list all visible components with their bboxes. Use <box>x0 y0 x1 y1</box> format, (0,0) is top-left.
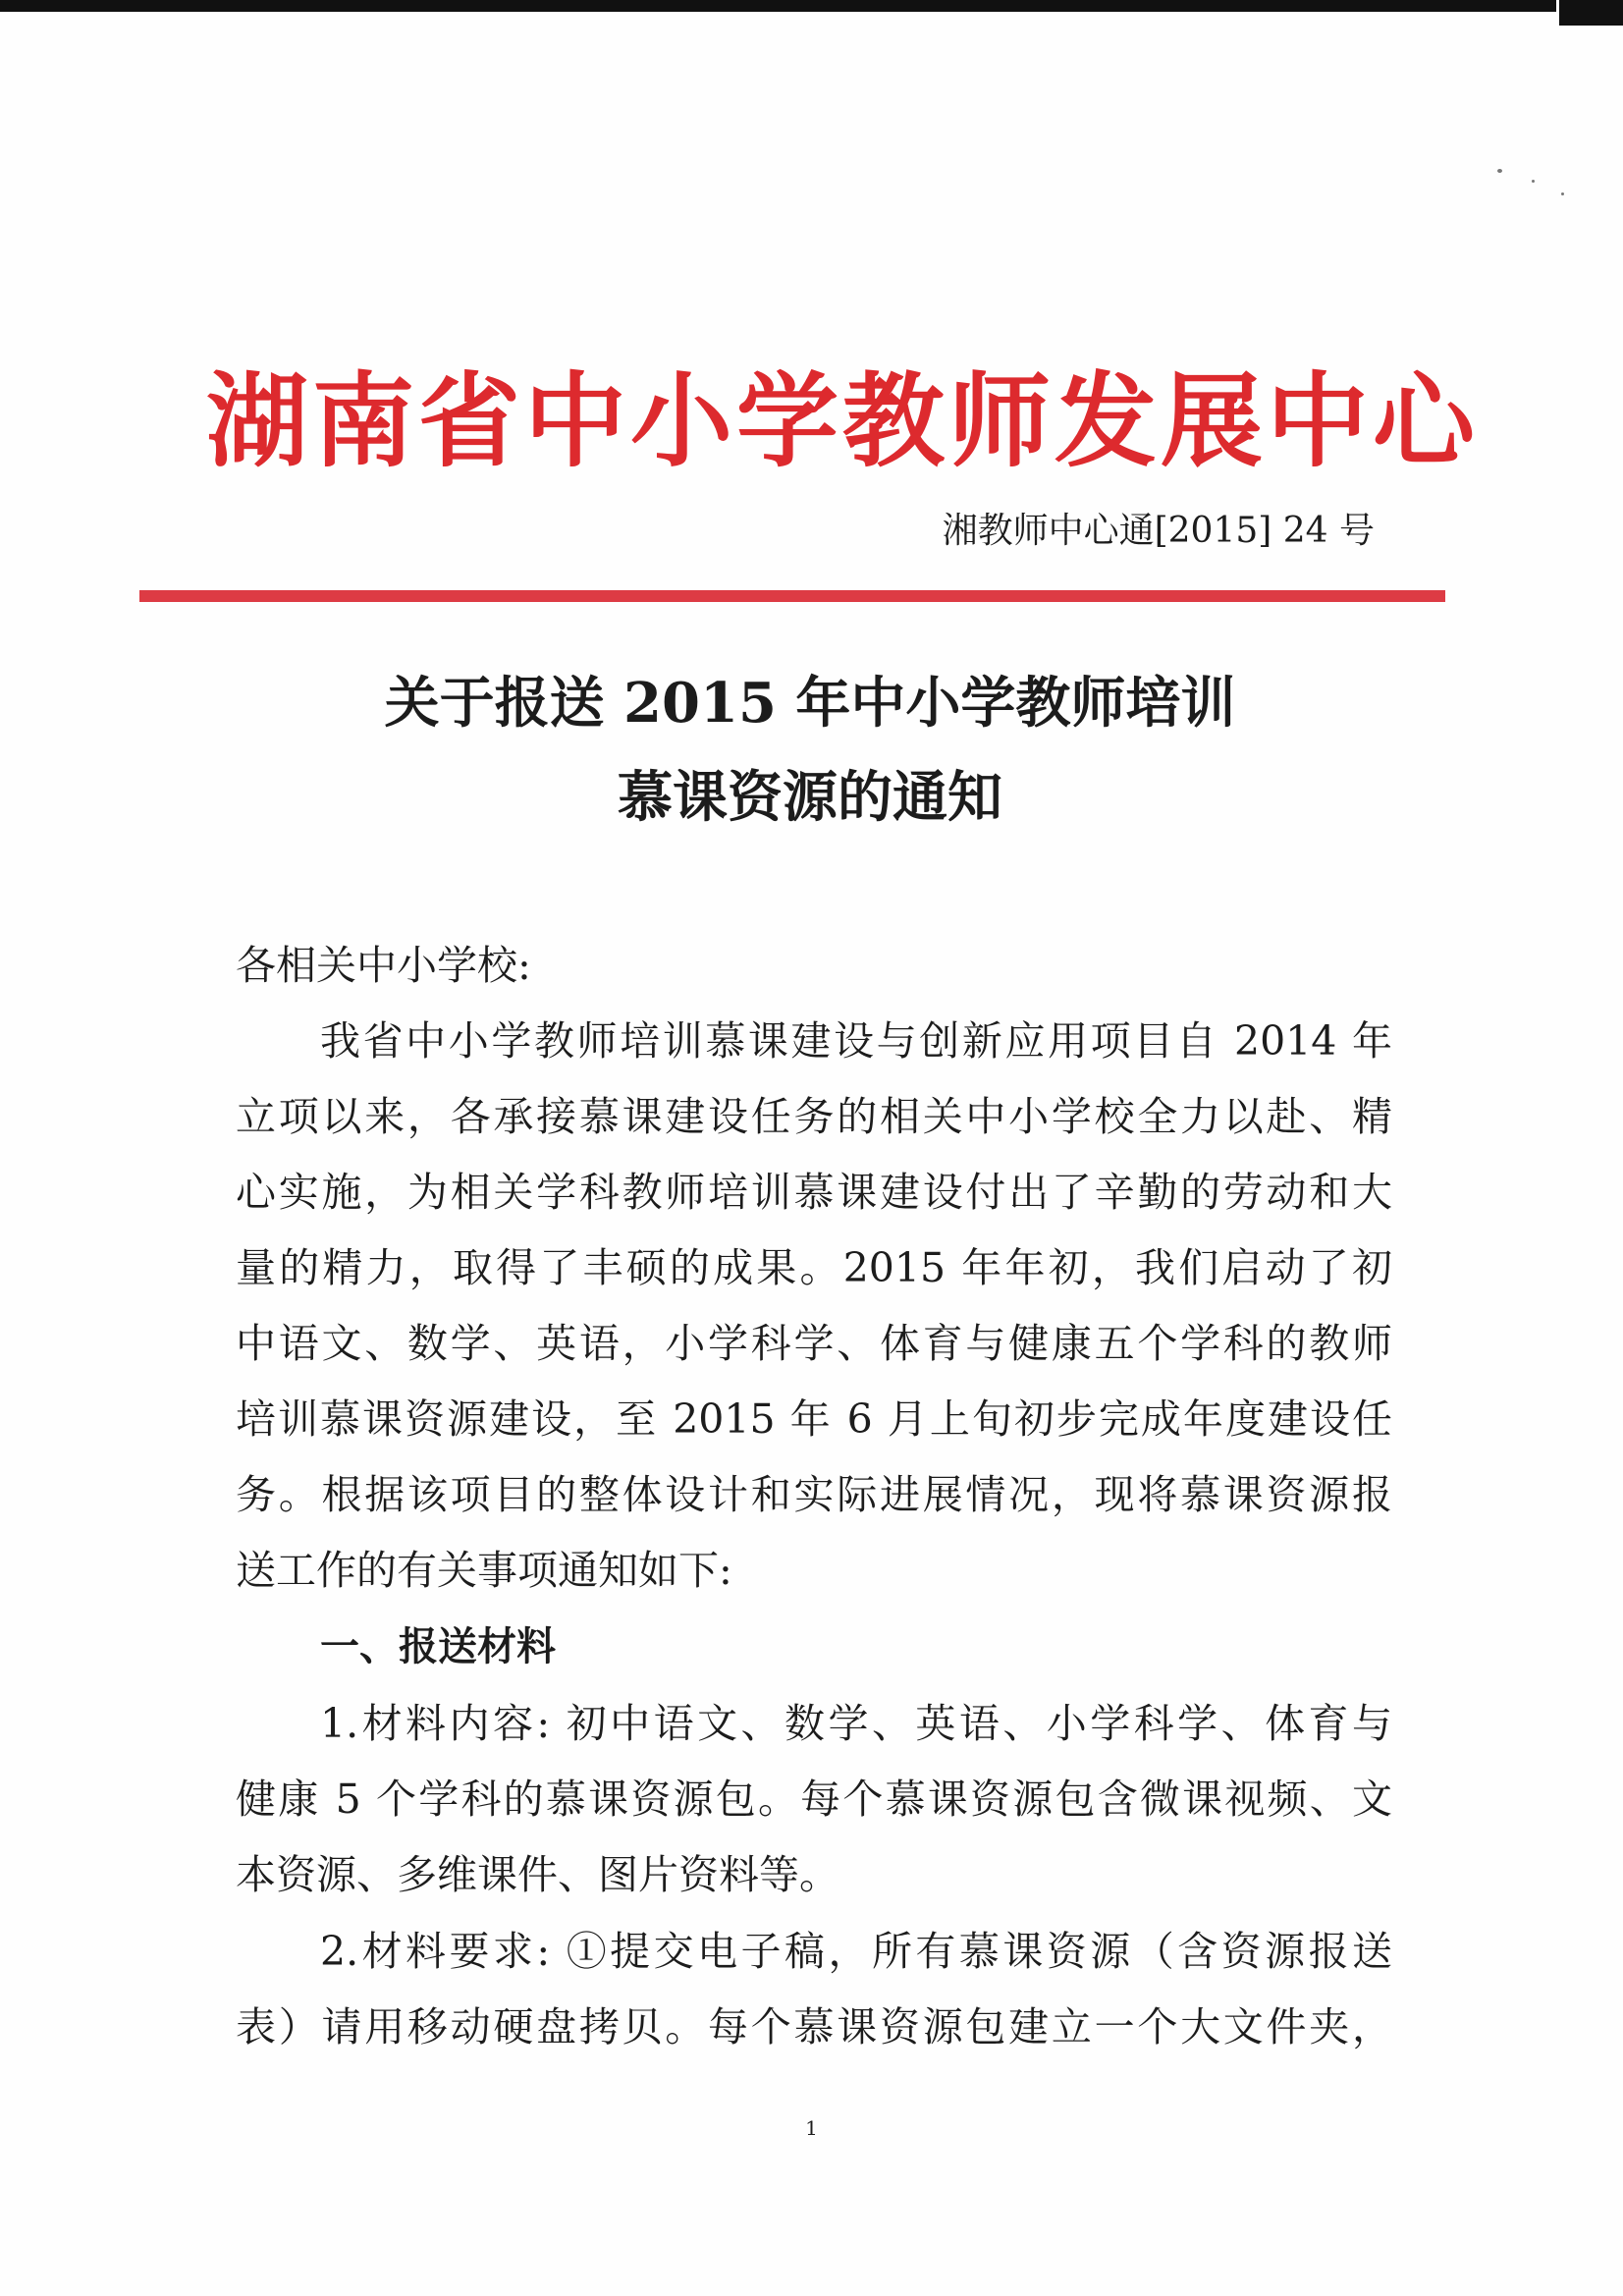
paragraph-line: 送工作的有关事项通知如下: <box>236 1547 732 1594</box>
scan-speck <box>1497 169 1502 173</box>
document-title-line-1: 关于报送 2015 年中小学教师培训 <box>384 671 1236 736</box>
paragraph-line: 我省中小学教师培训慕课建设与创新应用项目自 2014 年 <box>320 1017 1392 1065</box>
scan-speck <box>1561 192 1564 195</box>
paragraph-line: 务。根据该项目的整体设计和实际进展情况，现将慕课资源报 <box>236 1471 1392 1518</box>
organization-letterhead: 湖南省中小学教师发展中心 <box>206 361 1480 481</box>
paragraph-line: 心实施，为相关学科教师培训慕课建设付出了辛勤的劳动和大 <box>236 1169 1392 1216</box>
section-heading: 一、报送材料 <box>320 1624 556 1669</box>
document-title-line-2: 慕课资源的通知 <box>618 765 1002 830</box>
paragraph-line: 健康 5 个学科的慕课资源包。每个慕课资源包含微课视频、文 <box>236 1776 1392 1823</box>
paragraph-line: 中语文、数学、英语，小学科学、体育与健康五个学科的教师 <box>236 1320 1392 1367</box>
salutation: 各相关中小学校: <box>236 942 531 989</box>
letterhead-divider <box>139 590 1445 602</box>
paragraph-line: 本资源、多维课件、图片资料等。 <box>236 1851 839 1898</box>
scan-speck <box>1532 180 1535 183</box>
paragraph-line: 量的精力，取得了丰硕的成果。2015 年年初，我们启动了初 <box>236 1244 1392 1291</box>
paragraph-line: 培训慕课资源建设，至 2015 年 6 月上旬初步完成年度建设任 <box>236 1395 1392 1443</box>
paragraph-line: 表）请用移动硬盘拷贝。每个慕课资源包建立一个大文件夹， <box>236 2003 1392 2050</box>
document-number: 湘教师中心通[2015] 24 号 <box>942 511 1375 551</box>
scan-edge-top <box>0 0 1556 12</box>
paragraph-line: 2.材料要求: ①提交电子稿，所有慕课资源（含资源报送 <box>320 1928 1392 1975</box>
page-number: 1 <box>805 2116 818 2140</box>
paragraph-line: 立项以来，各承接慕课建设任务的相关中小学校全力以赴、精 <box>236 1093 1392 1140</box>
scan-edge-corner <box>1559 0 1623 26</box>
paragraph-line: 1.材料内容: 初中语文、数学、英语、小学科学、体育与 <box>320 1700 1392 1747</box>
